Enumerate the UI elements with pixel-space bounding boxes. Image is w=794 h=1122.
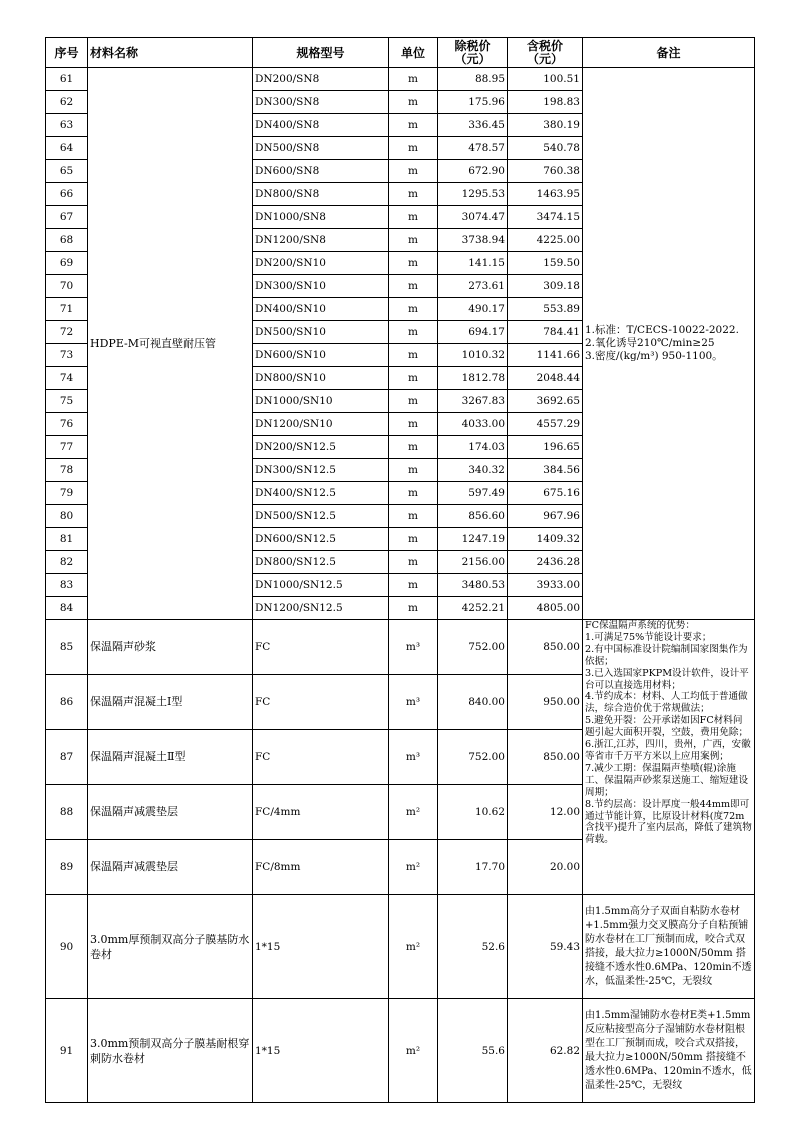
price-inc-tax: 384.56 xyxy=(508,459,583,482)
row-no: 65 xyxy=(46,160,88,183)
price-inc-tax: 4225.00 xyxy=(508,229,583,252)
unit: m xyxy=(389,252,438,275)
spec: DN600/SN8 xyxy=(253,160,389,183)
price-ex-tax: 3074.47 xyxy=(438,206,508,229)
unit: m xyxy=(389,160,438,183)
price-ex-tax: 141.15 xyxy=(438,252,508,275)
price-inc-tax: 540.78 xyxy=(508,137,583,160)
spec: DN1000/SN8 xyxy=(253,206,389,229)
unit: m xyxy=(389,91,438,114)
price-table xyxy=(45,37,755,1103)
price-inc-tax: 159.50 xyxy=(508,252,583,275)
price-inc-tax: 950.00 xyxy=(508,675,583,730)
spec: DN400/SN12.5 xyxy=(253,482,389,505)
unit: m xyxy=(389,413,438,436)
material-name: 保温隔声混凝土Ⅰ型 xyxy=(88,675,253,730)
unit: m xyxy=(389,528,438,551)
unit: m xyxy=(389,390,438,413)
spec: DN1000/SN10 xyxy=(253,390,389,413)
price-ex-tax: 17.70 xyxy=(438,840,508,895)
material-name: 保温隔声减震垫层 xyxy=(88,840,253,895)
remark-line: FC保温隔声系统的优势： xyxy=(585,620,695,631)
unit: m³ xyxy=(389,730,438,785)
price-inc-tax: 2436.28 xyxy=(508,551,583,574)
unit: m xyxy=(389,321,438,344)
price-inc-tax: 1409.32 xyxy=(508,528,583,551)
row-no: 79 xyxy=(46,482,88,505)
price-ex-tax: 52.6 xyxy=(438,895,508,999)
price-inc-tax: 553.89 xyxy=(508,298,583,321)
spec: DN300/SN10 xyxy=(253,275,389,298)
table-row xyxy=(46,68,755,91)
row-no: 73 xyxy=(46,344,88,367)
price-inc-tax: 3692.65 xyxy=(508,390,583,413)
remark-line: 4.节约成本：材料、人工均低于普通做法，综合造价优于常规做法； xyxy=(585,691,748,715)
table-row xyxy=(46,999,755,1103)
table-body xyxy=(46,68,755,1103)
price-ex-tax: 752.00 xyxy=(438,620,508,675)
price-ex-tax: 478.57 xyxy=(438,137,508,160)
unit: m xyxy=(389,298,438,321)
unit: m xyxy=(389,551,438,574)
row-no: 78 xyxy=(46,459,88,482)
spec: DN600/SN10 xyxy=(253,344,389,367)
unit: m³ xyxy=(389,675,438,730)
price-inc-tax: 967.96 xyxy=(508,505,583,528)
material-name: 保温隔声减震垫层 xyxy=(88,785,253,840)
row-no: 89 xyxy=(46,840,88,895)
row-no: 87 xyxy=(46,730,88,785)
price-inc-tax: 100.51 xyxy=(508,68,583,91)
spec: 1*15 xyxy=(253,999,389,1103)
price-ex-tax: 340.32 xyxy=(438,459,508,482)
row-no: 69 xyxy=(46,252,88,275)
price-ex-tax: 1010.32 xyxy=(438,344,508,367)
price-inc-tax: 62.82 xyxy=(508,999,583,1103)
remark-line: 7.减少工期：保温隔声垫喷(辊)涂施工、保温隔声砂浆泵送施工、缩短建设周期； xyxy=(585,762,749,798)
price-ex-tax: 3738.94 xyxy=(438,229,508,252)
price-inc-tax: 1141.66 xyxy=(508,344,583,367)
price-ex-tax: 3480.53 xyxy=(438,574,508,597)
spec: DN300/SN8 xyxy=(253,91,389,114)
price-inc-tax: 20.00 xyxy=(508,840,583,895)
unit: m xyxy=(389,482,438,505)
spec: DN1200/SN8 xyxy=(253,229,389,252)
unit: m xyxy=(389,114,438,137)
row-no: 71 xyxy=(46,298,88,321)
row-no: 64 xyxy=(46,137,88,160)
spec: DN1000/SN12.5 xyxy=(253,574,389,597)
row-no: 77 xyxy=(46,436,88,459)
price-ex-tax: 672.90 xyxy=(438,160,508,183)
header-no: 序号 xyxy=(46,38,88,68)
remark xyxy=(583,620,755,895)
row-no: 85 xyxy=(46,620,88,675)
price-inc-tax: 198.83 xyxy=(508,91,583,114)
table-row xyxy=(46,620,755,675)
spec: DN500/SN12.5 xyxy=(253,505,389,528)
row-no: 76 xyxy=(46,413,88,436)
spec: DN1200/SN12.5 xyxy=(253,597,389,620)
unit: m² xyxy=(389,785,438,840)
spec: FC/4mm xyxy=(253,785,389,840)
remark-line: 2.有中国标准设计院编制国家图集作为依据； xyxy=(585,643,748,667)
row-no: 74 xyxy=(46,367,88,390)
remark-line: 3.密度/(kg/m³) 950-1100。 xyxy=(585,350,723,362)
unit: m xyxy=(389,183,438,206)
spec: DN400/SN8 xyxy=(253,114,389,137)
unit: m xyxy=(389,597,438,620)
remark-line: 6.浙江,江苏，四川，贵州，广西，安徽等省市千万平方米以上应用案例； xyxy=(585,739,751,762)
remark-line: 2.氧化诱导210℃/min≥25 xyxy=(585,337,715,349)
row-no: 63 xyxy=(46,114,88,137)
price-ex-tax: 10.62 xyxy=(438,785,508,840)
price-inc-tax: 3933.00 xyxy=(508,574,583,597)
remark: 由1.5mm高分子双面自粘防水卷材+1.5mm强力交叉膜高分子自粘预铺防水卷材在工厂预制而成，咬合式双搭接，最大拉力≥1000N/50mm 搭接缝不透水性0.6MPa、120min不透水，低温柔性-25℃，无裂纹 xyxy=(583,895,755,999)
unit: m xyxy=(389,459,438,482)
price-ex-tax: 1295.53 xyxy=(438,183,508,206)
remark-line: 8.节约层高：设计厚度一般44mm即可通过节能计算，比原设计材料(度72m含找平)提升了室内层高，降低了建筑物荷载。 xyxy=(585,798,752,846)
table-row xyxy=(46,895,755,999)
price-ex-tax: 490.17 xyxy=(438,298,508,321)
spec: FC xyxy=(253,730,389,785)
row-no: 86 xyxy=(46,675,88,730)
unit: m xyxy=(389,68,438,91)
header-price-inc-tax: 含税价 （元） xyxy=(508,38,583,68)
unit: m xyxy=(389,367,438,390)
spec: DN200/SN8 xyxy=(253,68,389,91)
header-row xyxy=(46,38,755,68)
price-ex-tax: 752.00 xyxy=(438,730,508,785)
spec: DN300/SN12.5 xyxy=(253,459,389,482)
price-inc-tax: 12.00 xyxy=(508,785,583,840)
unit: m xyxy=(389,436,438,459)
spec: DN500/SN8 xyxy=(253,137,389,160)
unit: m xyxy=(389,574,438,597)
spec: 1*15 xyxy=(253,895,389,999)
material-name: 3.0mm预制双高分子膜基耐根穿刺防水卷材 xyxy=(88,999,253,1103)
price-ex-tax: 840.00 xyxy=(438,675,508,730)
price-ex-tax: 4033.00 xyxy=(438,413,508,436)
price-ex-tax: 88.95 xyxy=(438,68,508,91)
header-price-ex-tax: 除税价 （元） xyxy=(438,38,508,68)
spec: DN200/SN12.5 xyxy=(253,436,389,459)
spec: DN400/SN10 xyxy=(253,298,389,321)
unit: m xyxy=(389,344,438,367)
row-no: 84 xyxy=(46,597,88,620)
unit: m xyxy=(389,206,438,229)
unit: m xyxy=(389,137,438,160)
row-no: 90 xyxy=(46,895,88,999)
unit: m² xyxy=(389,895,438,999)
price-inc-tax: 309.18 xyxy=(508,275,583,298)
row-no: 80 xyxy=(46,505,88,528)
row-no: 61 xyxy=(46,68,88,91)
row-no: 68 xyxy=(46,229,88,252)
header-spec: 规格型号 xyxy=(253,38,389,68)
row-no: 70 xyxy=(46,275,88,298)
remark-line: 1.可满足75%节能设计要求； xyxy=(585,631,712,643)
price-inc-tax: 196.65 xyxy=(508,436,583,459)
price-inc-tax: 784.41 xyxy=(508,321,583,344)
price-inc-tax: 1463.95 xyxy=(508,183,583,206)
spec: FC xyxy=(253,620,389,675)
spec: DN800/SN10 xyxy=(253,367,389,390)
remark-line: 1.标准：T/CECS-10022-2022. xyxy=(585,324,739,336)
row-no: 72 xyxy=(46,321,88,344)
material-name: 保温隔声砂浆 xyxy=(88,620,253,675)
spec: DN600/SN12.5 xyxy=(253,528,389,551)
row-no: 83 xyxy=(46,574,88,597)
spec: DN1200/SN10 xyxy=(253,413,389,436)
price-ex-tax: 55.6 xyxy=(438,999,508,1103)
spec: DN500/SN10 xyxy=(253,321,389,344)
price-inc-tax: 850.00 xyxy=(508,730,583,785)
spec: FC/8mm xyxy=(253,840,389,895)
unit: m² xyxy=(389,840,438,895)
remark: 由1.5mm湿铺防水卷材E类+1.5mm反应粘接型高分子湿铺防水卷材阻根型在工厂预制而成，咬合式双搭接，最大拉力≥1000N/50mm 搭接缝不透水性0.6MPa、120min不透水，低温柔性-25℃，无裂纹 xyxy=(583,999,755,1103)
price-ex-tax: 175.96 xyxy=(438,91,508,114)
spec: DN800/SN12.5 xyxy=(253,551,389,574)
header-material: 材料名称 xyxy=(88,38,253,68)
row-no: 75 xyxy=(46,390,88,413)
spec: DN200/SN10 xyxy=(253,252,389,275)
spec: DN800/SN8 xyxy=(253,183,389,206)
price-inc-tax: 4557.29 xyxy=(508,413,583,436)
price-inc-tax: 760.38 xyxy=(508,160,583,183)
price-ex-tax: 2156.00 xyxy=(438,551,508,574)
price-inc-tax: 2048.44 xyxy=(508,367,583,390)
price-inc-tax: 380.19 xyxy=(508,114,583,137)
price-ex-tax: 1812.78 xyxy=(438,367,508,390)
row-no: 91 xyxy=(46,999,88,1103)
row-no: 82 xyxy=(46,551,88,574)
price-ex-tax: 4252.21 xyxy=(438,597,508,620)
price-ex-tax: 174.03 xyxy=(438,436,508,459)
row-no: 67 xyxy=(46,206,88,229)
material-name: 3.0mm厚预制双高分子膜基防水卷材 xyxy=(88,895,253,999)
header-unit: 单位 xyxy=(389,38,438,68)
price-ex-tax: 336.45 xyxy=(438,114,508,137)
row-no: 88 xyxy=(46,785,88,840)
spec: FC xyxy=(253,675,389,730)
remark-line: 3.已入选国家PKPM设计软件，设计平台可以直接选用材料； xyxy=(585,667,749,691)
price-ex-tax: 3267.83 xyxy=(438,390,508,413)
row-no: 81 xyxy=(46,528,88,551)
price-inc-tax: 850.00 xyxy=(508,620,583,675)
price-ex-tax: 694.17 xyxy=(438,321,508,344)
price-inc-tax: 4805.00 xyxy=(508,597,583,620)
unit: m³ xyxy=(389,620,438,675)
unit: m xyxy=(389,229,438,252)
price-inc-tax: 59.43 xyxy=(508,895,583,999)
material-name: 保温隔声混凝土Ⅱ型 xyxy=(88,730,253,785)
row-no: 62 xyxy=(46,91,88,114)
price-ex-tax: 1247.19 xyxy=(438,528,508,551)
unit: m xyxy=(389,275,438,298)
price-ex-tax: 597.49 xyxy=(438,482,508,505)
remark-line: 5.避免开裂：公开承诺如因FC材料问题引起大面积开裂，空鼓，费用免除； xyxy=(585,715,749,739)
price-ex-tax: 856.60 xyxy=(438,505,508,528)
price-inc-tax: 3474.15 xyxy=(508,206,583,229)
header-remark: 备注 xyxy=(583,38,755,68)
price-ex-tax: 273.61 xyxy=(438,275,508,298)
remark xyxy=(583,68,755,620)
unit: m² xyxy=(389,999,438,1103)
price-inc-tax: 675.16 xyxy=(508,482,583,505)
material-name: HDPE-M可视直壁耐压管 xyxy=(88,68,253,620)
unit: m xyxy=(389,505,438,528)
row-no: 66 xyxy=(46,183,88,206)
